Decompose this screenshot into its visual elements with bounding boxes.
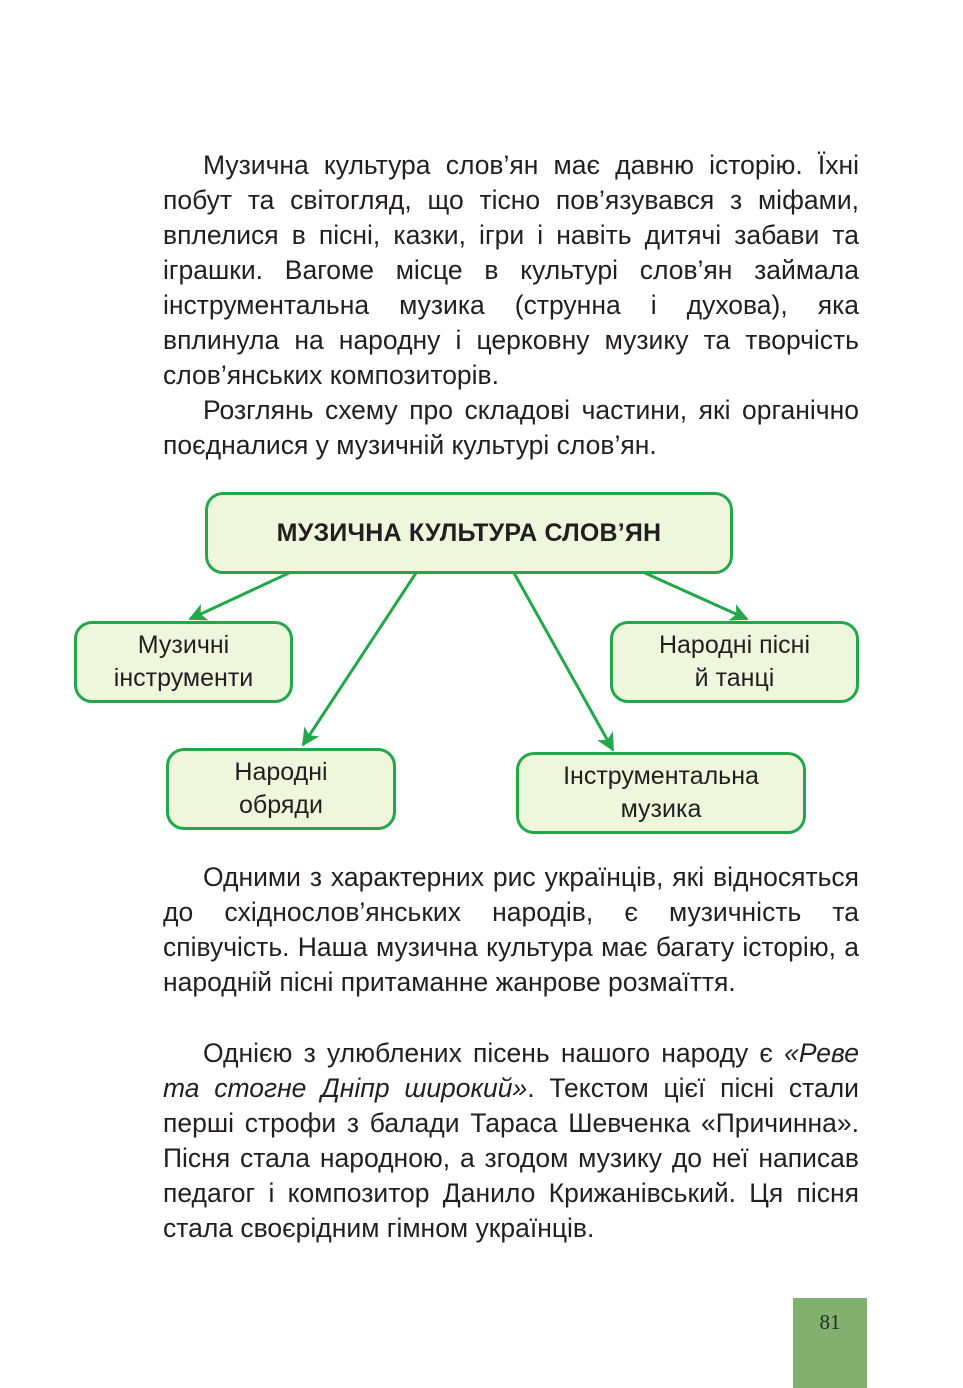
diagram-node-folk-rites [166,748,396,830]
song-title: «Реве та стогне Дніпр широкий» [163,1038,859,1103]
diagram-node-folk-rites-label: Народні обряди [234,758,328,819]
diagram-node-folk-songs [610,621,859,703]
page-number: 81 [819,1310,841,1334]
diagram-node-instruments [74,621,293,703]
arrow-to-instruments [190,573,289,619]
diagram-node-instruments-label: Музичні інструменти [113,631,254,692]
diagram-root-label: МУЗИЧНА КУЛЬТУРА СЛОВ’ЯН [276,518,662,547]
arrow-to-folk-songs [645,573,747,619]
page-number-tab [793,1298,867,1388]
diagram-node-instrumental-music-label: Інструментальна музика [563,762,759,823]
diagram-node-instrumental-music [516,752,806,834]
paragraph-intro: Музична культура слов’ян має давню історію. Їхні побут та світогляд, що тісно пов’язувався з міфами, вплелися в пісні, казки, ігри і навіть дитячі забави та іграшки. Вагоме місце в культурі слов’ян займала інструментальна музика (струнна і духова), яка вплинула на народну і церковну музику та творчість слов’янських композиторів. [163,150,859,390]
paragraph-ukrainian-traits: Одними з характерних рис українців, які відносяться до східнослов’янських народів, є музичність та співучість. Наша музична культура має багату історію, а народній пісні притаманне жанрове розмаїття. [163,862,859,997]
diagram-root-node [205,492,733,574]
diagram-node-folk-songs-label: Народні пісні й танці [658,631,811,692]
paragraph-song-history-start: Однією з улюблених пісень нашого народу є [203,1038,785,1068]
paragraph-song-history [163,1036,859,1246]
paragraph-song-history-rest: . Текстом цієї пісні стали перші строфи з балади Тараса Шевченка «Причинна». Пісня стала народною, а згодом музику до неї написав педагог і композитор Данило Крижанівський. Ця пісня стала своєрідним гімном українців. [163,1073,859,1243]
arrow-to-instrumental-music [514,573,613,750]
arrow-to-folk-rites [303,573,416,745]
paragraph-scheme-intro: Розглянь схему про складові частини, які органічно поєдналися у музичній культурі слов’ян. [163,395,859,460]
